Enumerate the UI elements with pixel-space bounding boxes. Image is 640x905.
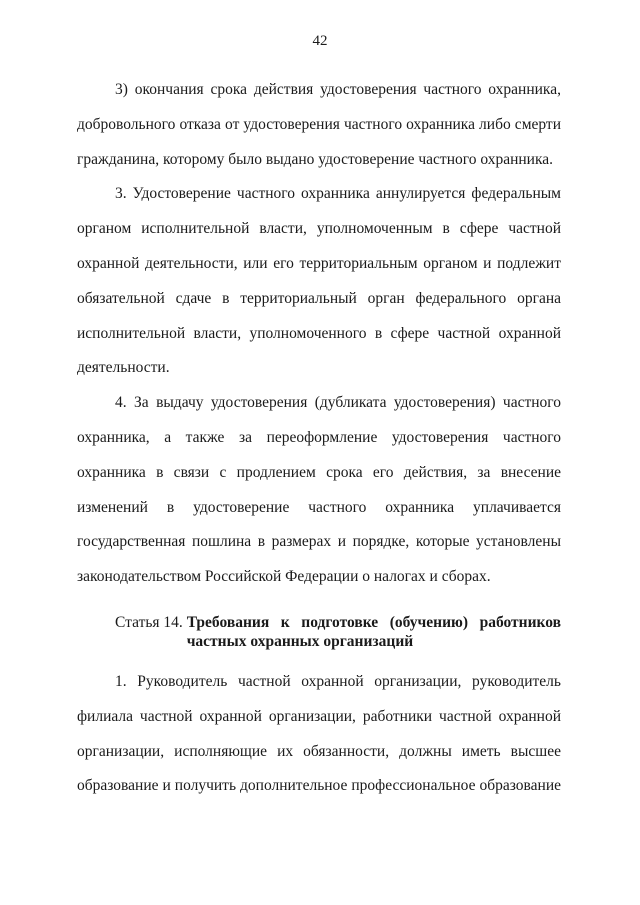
page-number: 42 [312, 33, 328, 49]
paragraph-point-3: 3. Удостоверение частного охранника аннулируется федеральным органом исполнительной власти, уполномоченным в сфере частной охранной деятельности, или его территориальным органом и подлежит обязательной сдаче в территориальный орган федерального органа исполнительной власти, уполномоченного в сфере частной охранной деятельности. [77, 185, 561, 377]
document-body [77, 73, 561, 804]
paragraph-item-3: 3) окончания срока действия удостоверения частного охранника, добровольного отказа от удостоверения частного охранника либо смерти гражданина, которому было выдано удостоверение частного охранника. [77, 81, 561, 168]
article-heading [77, 613, 561, 651]
article-title: Требования к подготовке (обучению) работников частных охранных организаций [186, 613, 561, 650]
paragraph-article-14-point-1: 1. Руководитель частной охранной организации, руководитель филиала частной охранной организации, работники частной охранной организации, исполняющие их обязанности, должны иметь высшее образование и получить дополнительное профессиональное образование [77, 672, 561, 795]
paragraph-point-4: 4. За выдачу удостоверения (дубликата удостоверения) частного охранника, а также за переоформление удостоверения частного охранника в связи с продлением срока его действия, за внесение изменений в удостоверение частного охранника уплачивается государственная пошлина в размерах и порядке, которые установлены законодательством Российской Федерации о налогах и сборах. [77, 394, 561, 586]
article-label: Статья 14. [115, 613, 187, 631]
